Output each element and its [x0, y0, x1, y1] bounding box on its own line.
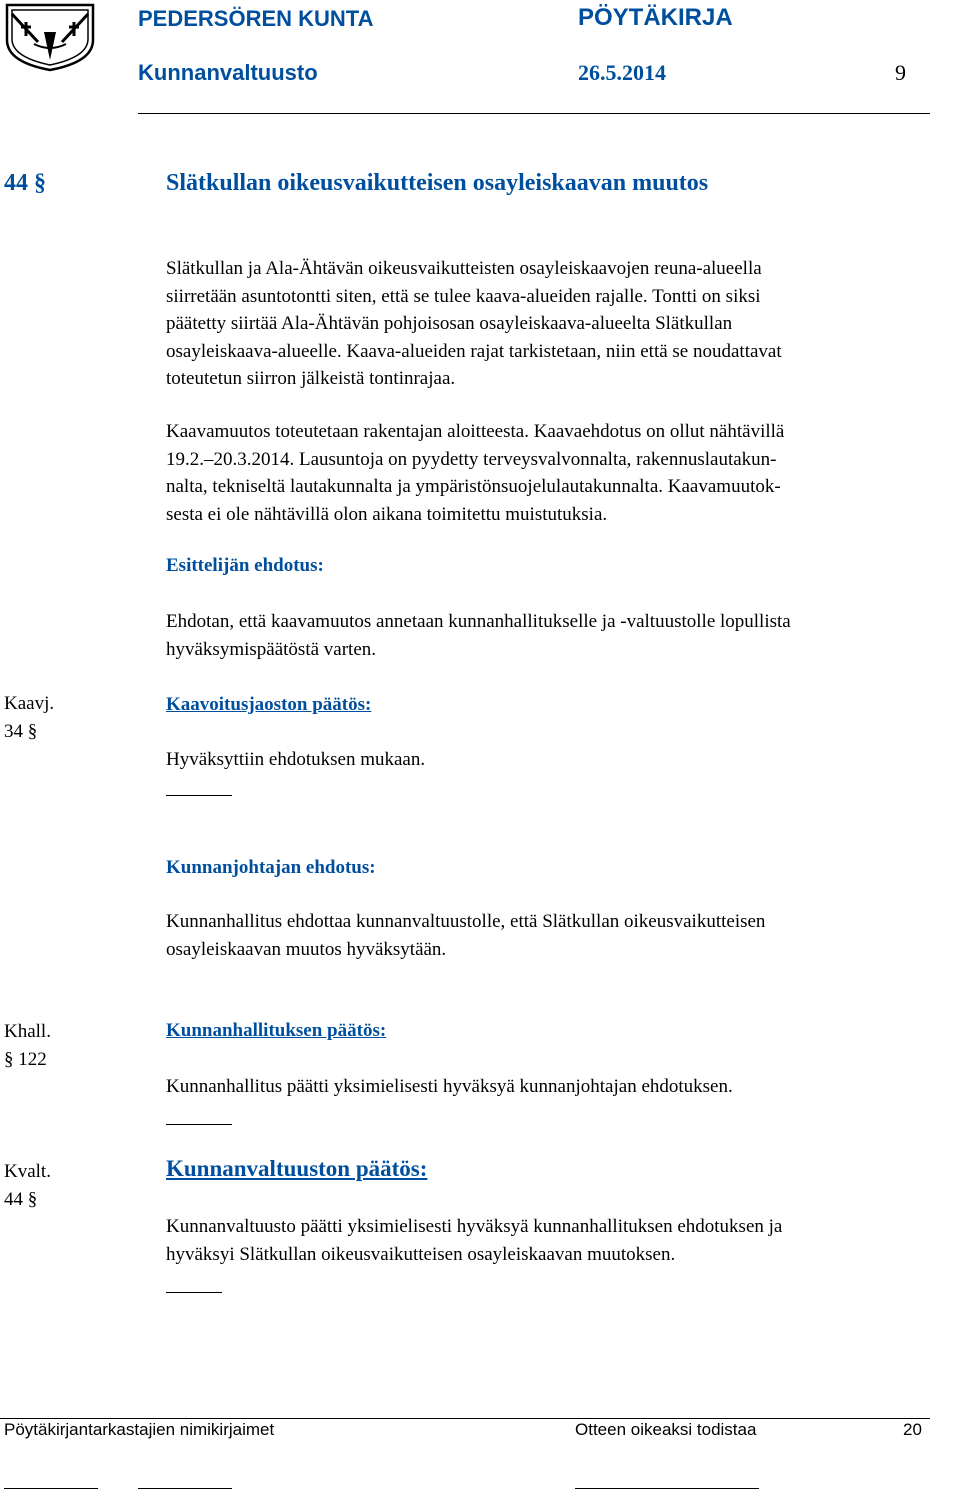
separator-line — [166, 1124, 232, 1125]
footer-initials-label: Pöytäkirjantarkastajien nimikirjaimet — [4, 1420, 275, 1439]
board-decision-text: Kunnanhallitus päätti yksimielisesti hyväksyä kunnanjohtajan ehdotuksen. — [166, 1076, 733, 1097]
meeting-date: 26.5.2014 — [578, 60, 666, 85]
signature-line — [4, 1488, 98, 1489]
municipality-name: PEDERSÖREN KUNTA — [138, 6, 374, 31]
text-line: siirretään asuntotontti siten, että se tulee kaava-alueiden rajalle. Tontti on siksi — [166, 285, 761, 307]
text-line: sesta ei ole nähtävillä olon aikana toimitettu muistutuksia. — [166, 503, 608, 525]
planning-section-decision-text: Hyväksyttiin ehdotuksen mukaan. — [166, 749, 426, 770]
council-reference: Kvalt. 44 § — [4, 1161, 51, 1210]
text-line: Slätkullan ja Ala-Ähtävän oikeusvaikutteisten osayleiskaavojen reuna-alueella — [166, 258, 762, 279]
page-number: 9 — [895, 60, 906, 85]
board-reference: Khall. § 122 — [4, 1021, 51, 1070]
text-line: Kaavamuutos toteutetaan rakentajan aloitteesta. Kaavaehdotus on ollut nähtävillä — [166, 421, 785, 442]
separator-line — [166, 1292, 222, 1293]
manager-proposal-text — [166, 908, 765, 963]
intro-paragraph — [166, 255, 782, 393]
text-line: Kunnanhallitus ehdottaa kunnanvaltuustolle, että Slätkullan oikeusvaikutteisen — [166, 911, 766, 932]
signature-line — [575, 1488, 759, 1489]
council-decision-text — [166, 1213, 782, 1268]
planning-section-reference: Kaavj. 34 § — [4, 693, 55, 742]
council-decision-heading: Kunnanvaltuuston päätös: — [166, 1156, 428, 1181]
meeting-body: Kunnanvaltuusto — [138, 60, 318, 85]
text-line: Ehdotan, että kaavamuutos annetaan kunnanhallitukselle ja -valtuustolle lopullista — [166, 611, 791, 632]
document-type: PÖYTÄKIRJA — [578, 4, 733, 31]
text-line: päätetty siirtää Ala-Ähtävän pohjoisosan osayleiskaava-alueelta Slätkullan — [166, 313, 733, 334]
text-line: hyväksymispäätöstä varten. — [166, 638, 377, 660]
municipality-coat-of-arms-logo — [4, 2, 96, 72]
text-line: 19.2.–20.3.2014. Lausuntoja on pyydetty terveysvalvonnalta, rakennuslautakun- — [166, 448, 777, 470]
text-line: Kunnanvaltuusto päätti yksimielisesti hyväksyä kunnanhallituksen ehdotuksen ja — [166, 1216, 783, 1237]
text-line: osayleiskaava-alueelle. Kaava-alueiden rajat tarkistetaan, niin että se noudattavat — [166, 340, 782, 362]
text-line: osayleiskaavan muutos hyväksytään. — [166, 938, 447, 960]
text-line: hyväksyi Slätkullan oikeusvaikutteisen osayleiskaavan muutoksen. — [166, 1243, 676, 1265]
presenter-proposal-heading: Esittelijän ehdotus: — [166, 555, 324, 576]
section-title: Slätkullan oikeusvaikutteisen osayleiskaavan muutos — [166, 170, 709, 196]
footer-divider — [0, 1418, 930, 1419]
separator-line — [166, 795, 232, 796]
process-paragraph — [166, 418, 784, 528]
text-line: toteutetun siirron jälkeistä tontinrajaa. — [166, 368, 456, 389]
manager-proposal-heading: Kunnanjohtajan ehdotus: — [166, 857, 376, 878]
board-decision-heading: Kunnanhallituksen päätös: — [166, 1020, 387, 1041]
section-number: 44 § — [4, 170, 46, 196]
header-divider — [138, 113, 930, 114]
text-line: nalta, tekniseltä lautakunnalta ja ympäristönsuojelulautakunnalta. Kaavamuutok- — [166, 476, 781, 497]
planning-section-decision-heading: Kaavoitusjaoston päätös: — [166, 694, 372, 715]
footer-page-number: 20 — [903, 1420, 922, 1439]
presenter-proposal-text — [166, 608, 791, 663]
signature-line — [138, 1488, 232, 1489]
footer-certification-label: Otteen oikeaksi todistaa — [575, 1420, 757, 1439]
